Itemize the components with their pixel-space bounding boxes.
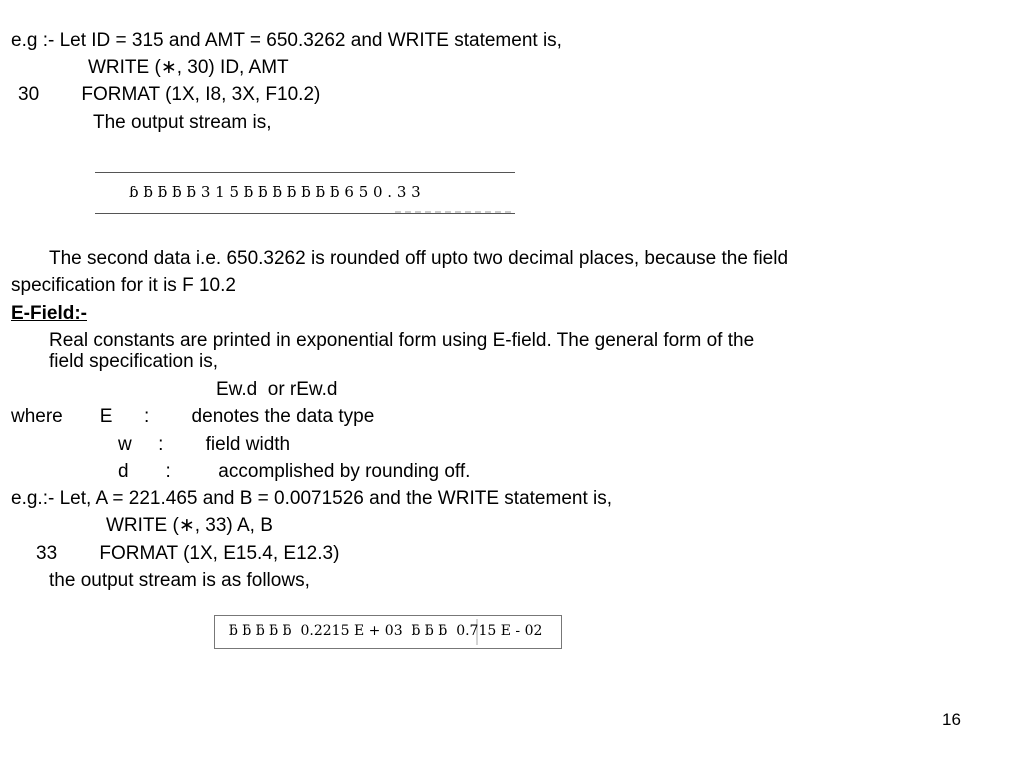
e-field-heading: E-Field:-	[11, 303, 87, 324]
general-form-line: Ew.d or rEw.d	[216, 379, 338, 400]
page-number: 16	[942, 710, 961, 729]
output-stream-text-2: ƃ ƃ ƃ ƃ ƃ 0.2215 E + 03 ƃ ƃ ƃ 0.715 E - 02	[229, 623, 543, 639]
definition-w-line: w : field width	[118, 434, 291, 455]
e-field-description-line: Real constants are printed in exponential form using E-field. The general form of the	[49, 330, 755, 351]
format-statement-2-line: 33 FORMAT (1X, E15.4, E12.3)	[36, 543, 340, 564]
format-statement-line: 30 FORMAT (1X, I8, 3X, F10.2)	[18, 84, 321, 105]
output-stream-image-2	[214, 615, 562, 649]
output-stream-label: The output stream is,	[93, 112, 272, 133]
write-statement-line: WRITE (∗, 30) ID, AMT	[88, 57, 289, 78]
definition-d-line: d : accomplished by rounding off.	[118, 461, 471, 482]
e-field-description-line-2: field specification is,	[49, 351, 218, 372]
output-stream-text-1: ɓ ƃ ƃ ƃ ƃ 3 1 5 ƃ ƃ ƃ ƃ ƃ ƃ ƃ 6 5 0 . 3 3	[129, 183, 421, 201]
example-intro-line: e.g :- Let ID = 315 and AMT = 650.3262 and WRITE statement is,	[11, 30, 562, 51]
example-2-intro-line: e.g.:- Let, A = 221.465 and B = 0.0071526 and the WRITE statement is,	[11, 488, 613, 509]
output-stream-image-1	[95, 172, 515, 214]
rounding-explanation-line-2: specification for it is F 10.2	[11, 275, 236, 296]
definition-e-line: where E : denotes the data type	[11, 406, 375, 427]
output-stream-label-2: the output stream is as follows,	[49, 570, 310, 591]
write-statement-2-line: WRITE (∗, 33) A, B	[106, 515, 273, 536]
rounding-explanation-line: The second data i.e. 650.3262 is rounded off upto two decimal places, because the field	[49, 248, 789, 269]
